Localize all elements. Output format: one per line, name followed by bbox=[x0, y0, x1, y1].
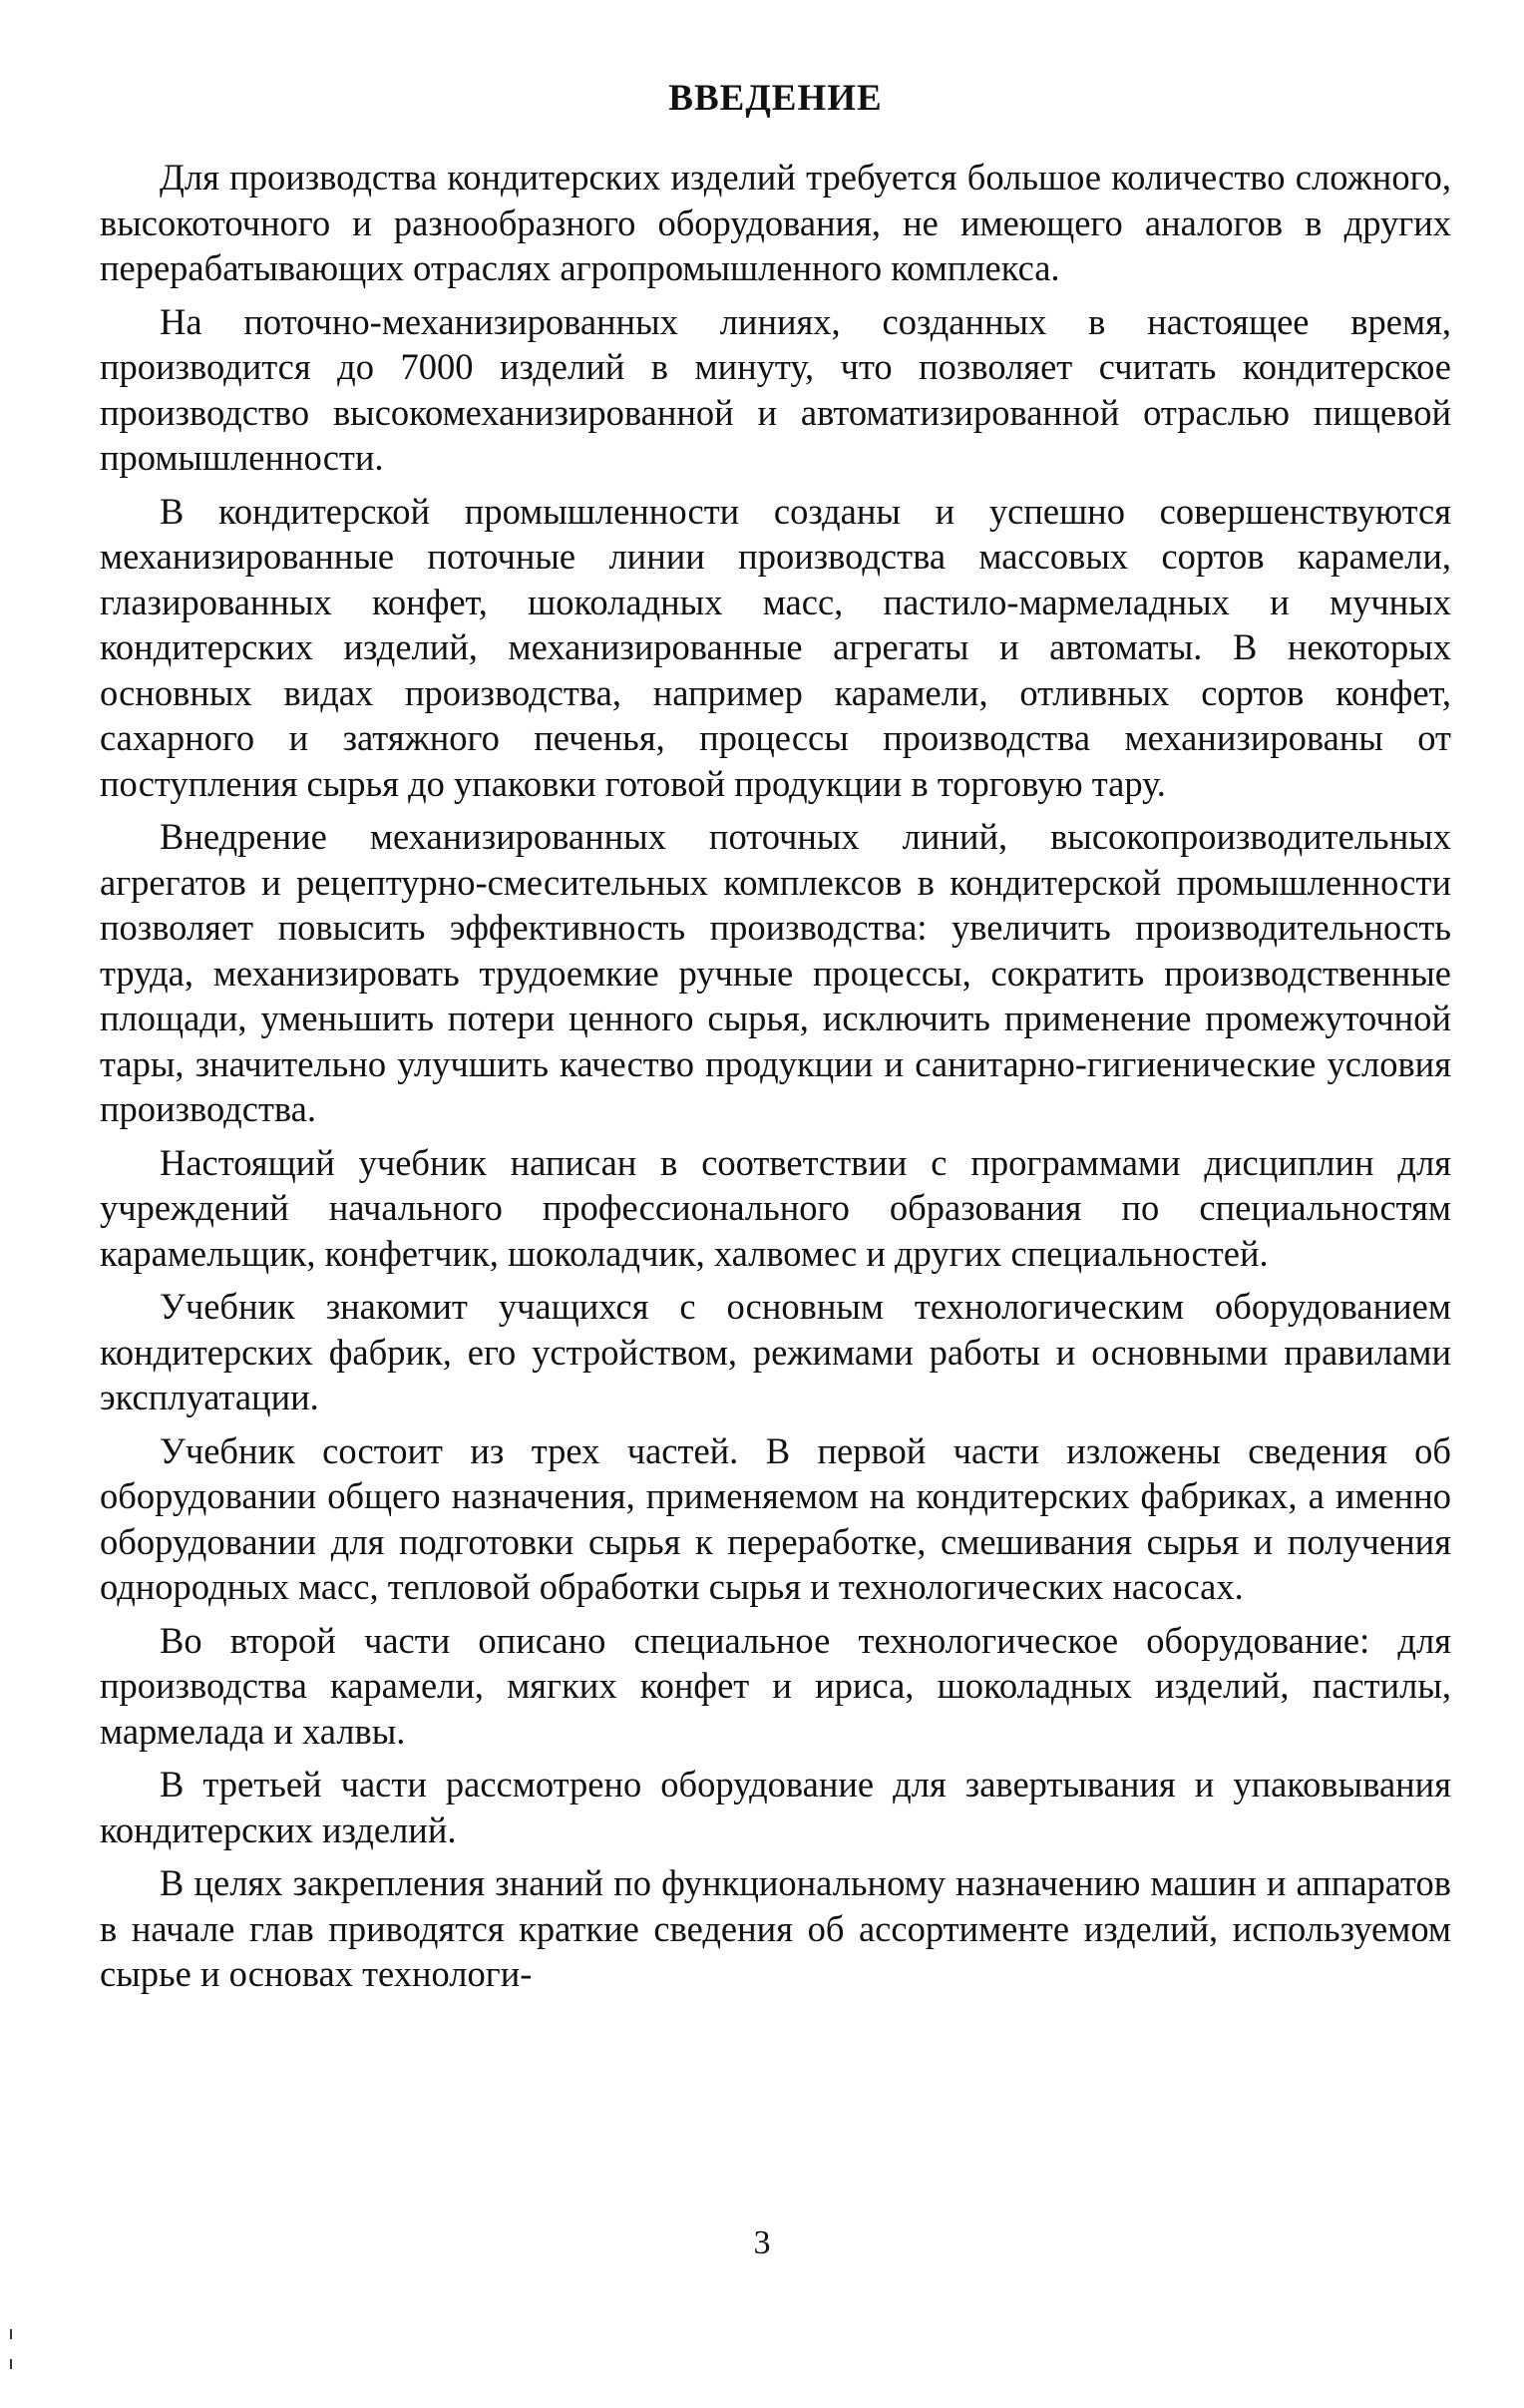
paragraph-7: Учебник состоит из трех частей. В первой части изложены сведения об оборудовании общего назначения, применяемом на кондитерских фабриках, а именно оборудовании для подготовки сырья к переработке, смешивания сырья и получения однородных масс, тепловой обработки сырья и технологических насосах. bbox=[100, 1429, 1451, 1607]
paragraph-2: На поточно-механизированных линиях, созданных в настоящее время, производится до 7000 изделий в минуту, что позволяет считать кондитерское производство высокомеханизированной и автоматизированной отраслью пищевой промышленности. bbox=[100, 300, 1451, 478]
paragraph-10: В целях закрепления знаний по функциональному назначению машин и аппаратов в начале глав приводятся краткие сведения об ассортименте изделий, используемом сырье и основах технологи- bbox=[100, 1862, 1451, 1994]
margin-tick bbox=[10, 2329, 12, 2339]
margin-marks bbox=[10, 2329, 14, 2389]
paragraph-5: Настоящий учебник написан в соответствии с программами дисциплин для учреждений начального профессионального образования по специальностям карамельщик, конфетчик, шоколадчик, халвомес и других специальностей. bbox=[100, 1141, 1451, 1274]
paragraph-4: Внедрение механизированных поточных линий, высокопроизводительных агрегатов и рецептурно-смесительных комплексов в кондитерской промышленности позволяет повысить эффективность производства: увеличить производительность труда, механизировать трудоемкие ручные процессы, сократить производственные площади, уменьшить потери ценного сырья, исключить применение промежуточной тары, значительно улучшить качество продукции и санитарно-гигиенические условия производства. bbox=[100, 816, 1451, 1129]
paragraph-1: Для производства кондитерских изделий требуется большое количество сложного, высокоточного и разнообразного оборудования, не имеющего аналогов в других перерабатывающих отраслях агропромышленного комплекса. bbox=[100, 157, 1451, 288]
paragraph-9: В третьей части рассмотрено оборудование для завертывания и упаковывания кондитерских изделий. bbox=[100, 1764, 1451, 1850]
margin-tick bbox=[10, 2359, 12, 2369]
paragraph-3: В кондитерской промышленности созданы и успешно совершенствуются механизированные поточные линии производства массовых сортов карамели, глазированных конфет, шоколадных масс, пастило-мармеладных и мучных кондитерских изделий, механизированные агрегаты и автоматы. В некоторых основных видах производства, например карамели, отливных сортов конфет, сахарного и затяжного печенья, процессы производства механизированы от поступления сырья до упаковки готовой продукции в торговую тару. bbox=[100, 490, 1451, 804]
paragraph-6: Учебник знакомит учащихся с основным технологическим оборудованием кондитерских фабрик, его устройством, режимами работы и основными правилами эксплуатации. bbox=[100, 1286, 1451, 1417]
document-page bbox=[100, 80, 1451, 2005]
page-number: 3 bbox=[753, 2224, 771, 2261]
page-title: ВВЕДЕНИЕ bbox=[668, 78, 883, 119]
paragraph-8: Во второй части описано специальное технологическое оборудование: для производства карамели, мягких конфет и ириса, шоколадных изделий, пастилы, мармелада и халвы. bbox=[100, 1619, 1451, 1752]
